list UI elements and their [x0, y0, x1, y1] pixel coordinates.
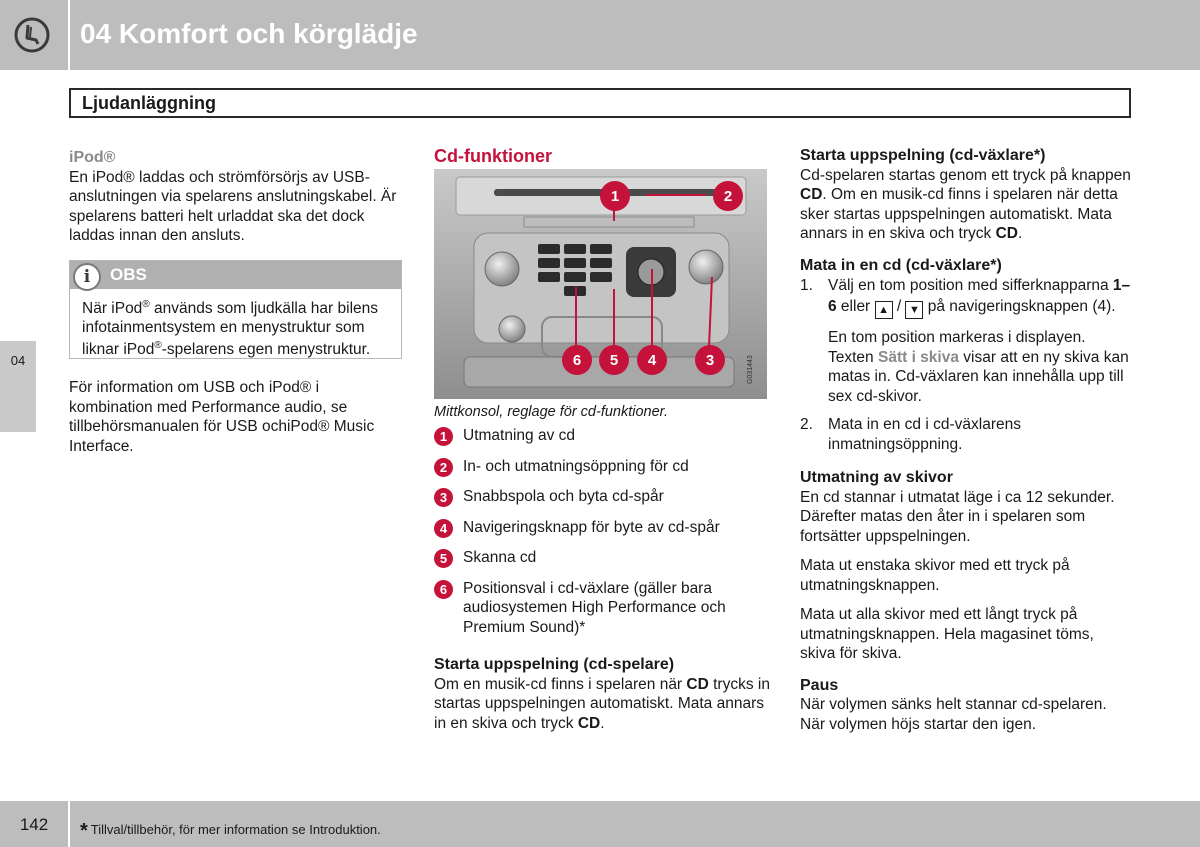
registered-mark: ®: [154, 340, 162, 352]
callout-list: [434, 426, 770, 648]
callout-text: Navigeringsknapp för byte av cd-spår: [463, 518, 720, 536]
eject-text-2: Mata ut enstaka skivor med ett tryck på utmatningsknappen.: [800, 557, 1070, 594]
callout-3-marker: 3: [705, 352, 715, 369]
start-cd-player-section: [434, 655, 770, 733]
list-item: [800, 415, 1132, 454]
footnote-text: Tillval/tillbehör, för mer information se Introduktion.: [90, 822, 381, 837]
step-number: 1.: [800, 277, 813, 294]
note-text: [82, 296, 392, 360]
right-column: [800, 146, 1132, 734]
step-number: 2.: [800, 416, 813, 433]
list-item: [434, 487, 770, 507]
text-part: . Om en musik-cd finns i spelaren när detta sker startas uppspelningen automatiskt. Mata annars in en skiva och tryck: [800, 186, 1118, 242]
chapter-tab: [0, 341, 36, 432]
changer-text: [800, 166, 1132, 244]
ipod-text: En iPod® laddas och strömförsörjs av USB-anslutningen via spelarens anslutningskabel. Är spelarens batteri helt urladdat ska det dock laddas innan den ansluts.: [69, 168, 397, 244]
text-part: på navigeringsknappen (4).: [923, 298, 1116, 315]
callout-2-marker: 2: [723, 188, 733, 205]
section-title: Ljudanläggning: [82, 93, 216, 113]
header-icon-box: [0, 0, 68, 70]
usb-info-text: För information om USB och iPod® i kombination med Performance audio, se tillbehörsmanualen för USB ochiPod® Music Interface.: [69, 379, 375, 455]
registered-mark: ®: [142, 299, 150, 310]
page-title: 04 Komfort och körglädje: [80, 18, 418, 49]
asterisk: *: [80, 820, 88, 842]
text-part: eller: [836, 298, 875, 315]
cd-functions-heading: Cd-funktioner: [434, 146, 552, 166]
start-cd-player-heading: Starta uppspelning (cd-spelare): [434, 656, 675, 673]
text-part: trycks in startas uppspelningen automatiskt. Mata annars in en skiva och tryck: [434, 675, 770, 732]
list-item: [800, 275, 1132, 406]
page-number-box: [0, 801, 68, 847]
note-header: [70, 261, 401, 289]
figure-caption: Mittkonsol, reglage för cd-funktioner.: [434, 404, 668, 420]
text-part: .: [600, 714, 605, 732]
info-icon: i: [73, 263, 101, 291]
text-part: Mata in en cd i cd-växlarens inmatningsöppning.: [828, 416, 1021, 453]
footer-bar: [70, 801, 1200, 847]
note-text-part: används som ljudkälla har bilens infotainmentsystem en menystruktur som liknar iPod: [82, 300, 379, 359]
note-text-part: -spelarens egen menystruktur.: [161, 341, 371, 359]
callout-4-marker: 4: [647, 352, 657, 369]
eject-heading: Utmatning av skivor: [800, 469, 953, 486]
callout-text: Utmatning av cd: [463, 427, 575, 444]
text-part: En tom position markeras i displayen. Texten: [828, 329, 1086, 366]
arrow-down-icon: ▼: [905, 301, 923, 319]
center-console-photo: [434, 169, 767, 399]
callout-number: 2: [434, 458, 453, 477]
text-part: /: [892, 298, 906, 315]
callout-1-marker: 1: [610, 188, 620, 205]
left-column: [69, 148, 404, 246]
start-cd-player-text: [434, 675, 770, 734]
note-text-part: När iPod: [82, 300, 143, 318]
text-part: .: [1017, 225, 1023, 242]
insert-steps: [800, 275, 1132, 454]
callout-5-marker: 5: [609, 352, 619, 369]
pause-text: När volymen sänks helt stannar cd-spelaren. När volymen höjs startar den igen.: [800, 696, 1107, 733]
cd-button-ref: CD: [577, 714, 601, 732]
list-item: [434, 579, 770, 638]
callout-text: Positionsval i cd-växlare (gäller bara audiosystemen High Performance och Premium Sound)*: [463, 579, 726, 636]
cd-button-ref: CD: [686, 675, 709, 693]
display-text: Sätt i skiva: [877, 348, 959, 366]
note-label: OBS: [110, 265, 147, 284]
number-keys-ref: 1–6: [828, 277, 1131, 315]
list-item: [434, 518, 770, 538]
callout-number: 4: [434, 519, 453, 538]
text-part: Om en musik-cd finns i spelaren när: [434, 675, 687, 693]
callout-number: 3: [434, 488, 453, 507]
text-part: visar att en ny skiva kan matas in. Cd-växlaren kan innehålla upp till sex cd-skivor.: [828, 348, 1129, 405]
cd-button-ref: CD: [995, 225, 1018, 242]
text-part: Cd-spelaren startas genom ett tryck på knappen: [800, 166, 1131, 184]
section-title-box: [69, 88, 1131, 118]
callout-text: In- och utmatningsöppning för cd: [463, 457, 689, 475]
list-item: [434, 426, 770, 446]
insert-cd-heading: Mata in en cd (cd-växlare*): [800, 256, 1002, 274]
step-note: [828, 328, 1132, 406]
text-part: Välj en tom position med sifferknapparna: [828, 277, 1113, 294]
eject-text-1: En cd stannar i utmatat läge i ca 12 sekunder. Därefter matas den åter in i spelaren som fortsätter uppspelningen.: [800, 488, 1115, 545]
callout-number: 5: [434, 549, 453, 568]
seat-icon: [14, 17, 50, 53]
cd-button-ref: CD: [800, 186, 823, 203]
callout-6-marker: 6: [572, 352, 582, 369]
eject-text-3: Mata ut alla skivor med ett långt tryck på utmatningsknappen. Hela magasinet töms, skiva för skiva.: [800, 606, 1094, 662]
callout-text: Snabbspola och byta cd-spår: [463, 488, 664, 505]
chapter-tab-label: 04: [10, 353, 26, 368]
changer-heading: Starta uppspelning (cd-växlare*): [800, 147, 1046, 164]
callout-text: Skanna cd: [463, 549, 537, 566]
callout-number: 6: [434, 580, 453, 599]
callout-number: 1: [434, 427, 453, 446]
arrow-up-icon: ▲: [875, 301, 893, 319]
note-box: [69, 260, 402, 359]
list-item: [434, 457, 770, 477]
figure-code: G031443: [747, 355, 754, 384]
list-item: [434, 548, 770, 568]
footnote: [80, 817, 381, 840]
page-number: 142: [19, 815, 49, 834]
pause-heading: Paus: [800, 676, 839, 694]
ipod-heading: iPod®: [69, 149, 116, 166]
